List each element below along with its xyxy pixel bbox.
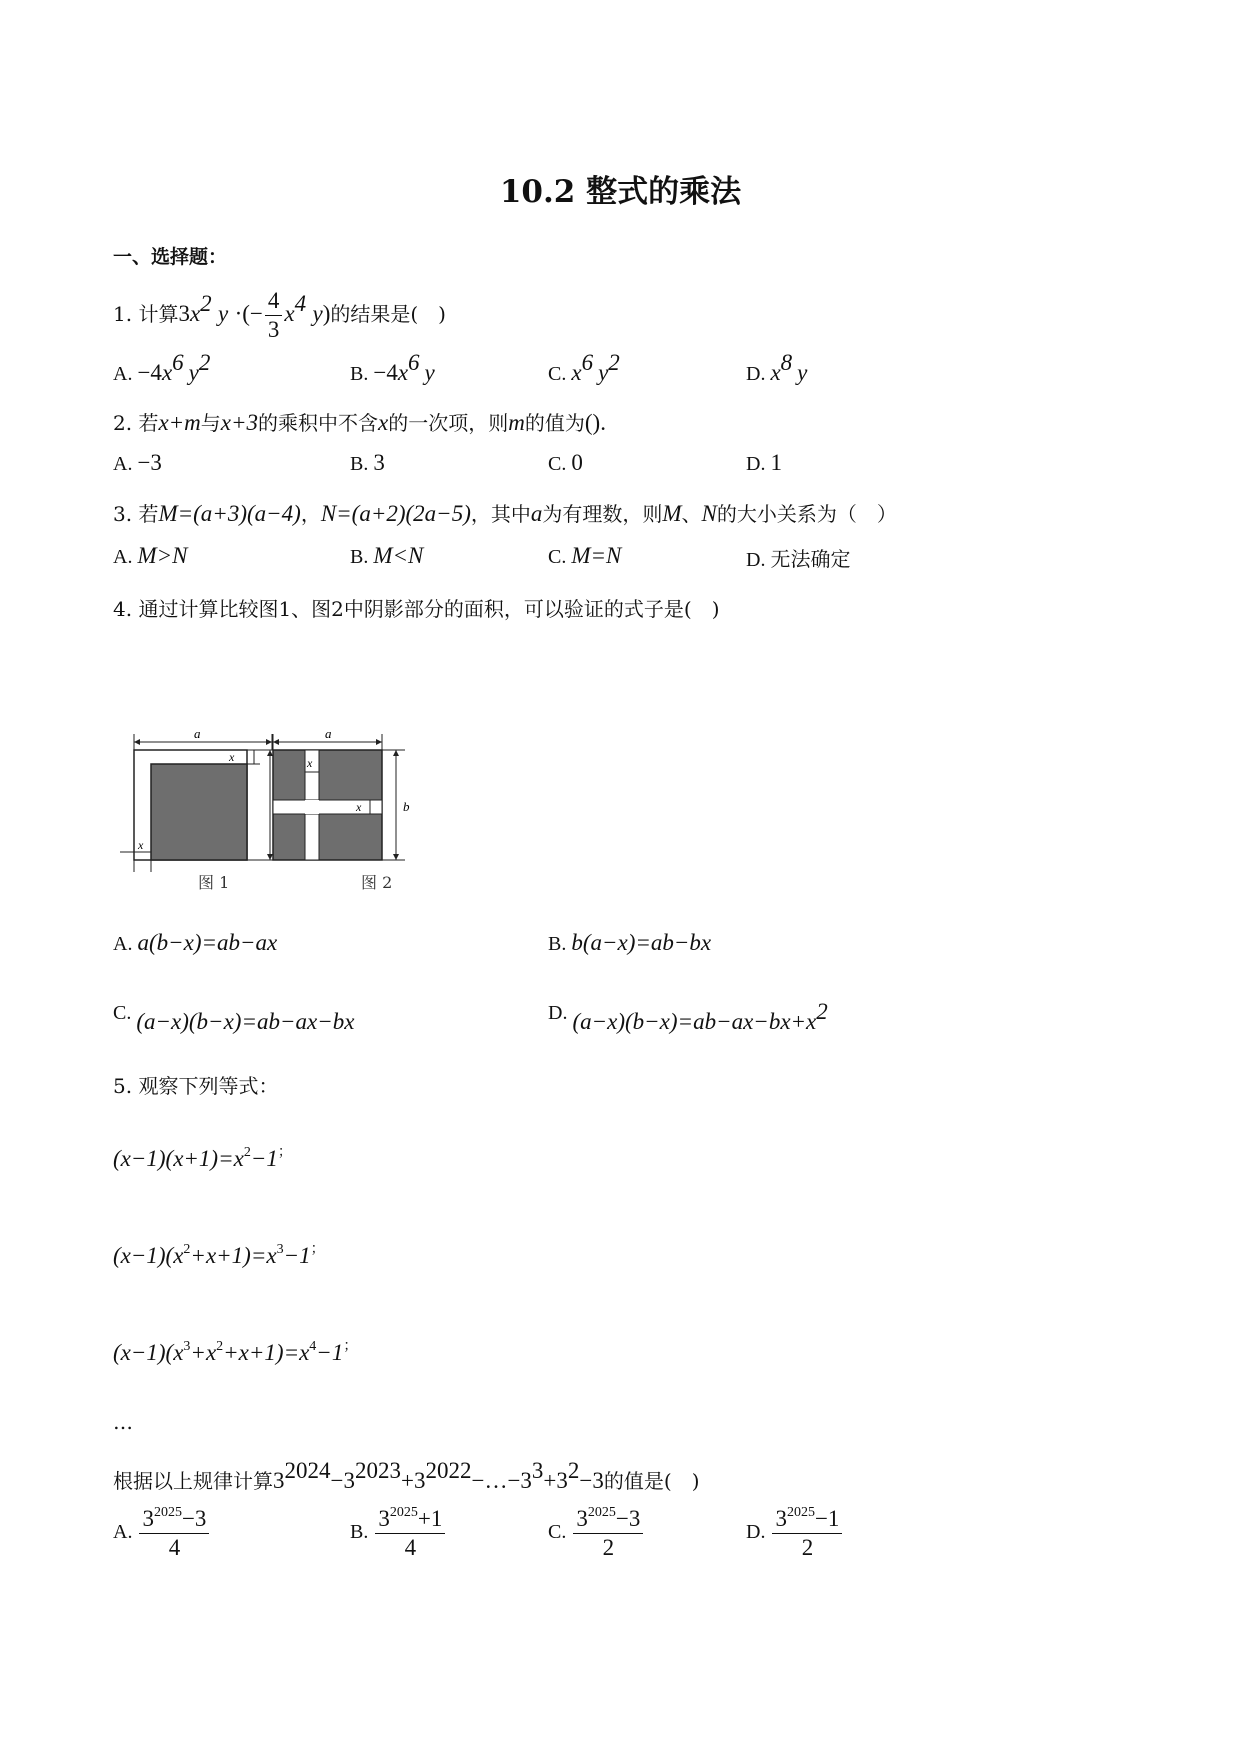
figure-2-caption: 图 2 <box>361 873 393 892</box>
q2-option-c[interactable] <box>548 450 583 476</box>
option-label: D. <box>746 453 766 475</box>
q5-option-d[interactable] <box>746 1506 844 1561</box>
q2-option-d[interactable] <box>746 450 782 476</box>
q4-option-d[interactable] <box>548 999 828 1035</box>
q2-expr-3: x <box>378 410 389 435</box>
eq2-left-1: (x−1)(x <box>113 1243 184 1268</box>
option-label: D. <box>746 1521 766 1544</box>
question-5 <box>113 1070 278 1099</box>
question-4 <box>113 593 720 622</box>
frac-den: 4 <box>404 1535 417 1560</box>
fig2-label-x-vert: x <box>307 756 313 770</box>
q5-text: 观察下列等式： <box>138 1074 279 1098</box>
ask-pre: 根据以上规律计算 <box>113 1469 273 1493</box>
q3-var-n: N <box>701 501 717 526</box>
eq3-left-2: +x <box>190 1340 217 1365</box>
q2-number: 2. <box>113 411 133 435</box>
eq3-left-3: +x+1)=x <box>223 1340 310 1365</box>
q1-var-x2: x <box>284 301 295 326</box>
fig2-label-b: b <box>403 799 410 814</box>
option-value: M<N <box>373 543 424 568</box>
option-value: −3 <box>137 450 162 475</box>
option-value: (a−x)(b−x)=ab−ax−bx+x <box>572 1009 817 1034</box>
option-label: D. <box>548 1002 568 1024</box>
q1-fraction <box>265 288 283 343</box>
frac-den: 2 <box>801 1535 814 1560</box>
option-label: A. <box>113 933 133 955</box>
frac-top <box>772 1506 842 1534</box>
ask-exp-1: 2024 <box>284 1458 331 1483</box>
option-label: C. <box>548 546 567 568</box>
option-exp: 6 <box>172 350 184 375</box>
eq2-right: −1 <box>283 1243 311 1268</box>
q1-var-y1: y <box>218 301 229 326</box>
option-var-x: x <box>571 360 582 385</box>
option-var-y: y <box>598 360 609 385</box>
option-value: M>N <box>137 543 188 568</box>
q1-exp2: 4 <box>294 291 307 316</box>
frac-base: 3 <box>775 1506 787 1531</box>
option-var-y: y <box>424 360 435 385</box>
eq2-end: ； <box>310 1242 325 1257</box>
ask-term-2: −3 <box>330 1468 355 1493</box>
q2-text-5: 的值为 <box>524 411 585 435</box>
q3-text-6: 的大小关系为（ ） <box>716 502 897 526</box>
frac-top <box>573 1506 643 1534</box>
frac-base: 3 <box>142 1506 154 1531</box>
frac-den: 4 <box>168 1535 181 1560</box>
option-value: 无法确定 <box>770 547 851 571</box>
q1-number: 1. <box>113 302 133 326</box>
option-label: B. <box>350 546 369 568</box>
ask-exp-3: 2022 <box>425 1458 472 1483</box>
frac-top <box>139 1506 209 1534</box>
option-value: a(b−x)=ab−ax <box>137 930 278 955</box>
ask-post: 的值是( ) <box>603 1469 700 1493</box>
option-value: 3 <box>373 450 385 475</box>
option-value: b(a−x)=ab−bx <box>571 930 712 955</box>
ask-term-5: +3 <box>543 1468 568 1493</box>
q1-exp1: 2 <box>200 291 212 316</box>
fig2-label-a: a <box>325 726 332 741</box>
option-fraction <box>573 1506 643 1561</box>
option-label: A. <box>113 546 133 568</box>
q1-dot: ·(− <box>234 301 263 326</box>
q1-option-c[interactable] <box>548 350 620 386</box>
question-1 <box>113 288 446 343</box>
eq2-left-2: +x+1)=x <box>190 1243 277 1268</box>
eq1-end: ； <box>277 1145 292 1160</box>
fig1-label-a: a <box>194 726 201 741</box>
figure-1 <box>120 726 284 872</box>
q2-option-a[interactable] <box>113 450 162 476</box>
q1-close: ) <box>322 301 331 326</box>
frac-top <box>375 1506 445 1534</box>
q3-text-3: ，其中 <box>470 502 531 526</box>
option-fraction <box>375 1506 445 1561</box>
option-exp: 2 <box>608 350 620 375</box>
ask-exp-2: 2023 <box>354 1458 401 1483</box>
option-var-x: x <box>397 360 409 385</box>
q2-text-3: 的乘积中不含 <box>258 411 379 435</box>
option-label: A. <box>113 453 133 475</box>
q3-expr-m: M=(a+3)(a−4) <box>158 501 301 526</box>
option-label: C. <box>113 1002 132 1024</box>
q2-expr-4: m <box>508 410 525 435</box>
frac-exp: 2025 <box>587 1505 616 1520</box>
figure-2 <box>273 726 410 860</box>
fig2-label-x-horiz: x <box>356 800 362 814</box>
frac-base: 3 <box>576 1506 588 1531</box>
option-fraction <box>772 1506 842 1561</box>
q3-text-4: 为有理数，则 <box>542 502 663 526</box>
q1-var-y2: y <box>312 301 323 326</box>
option-label: C. <box>548 453 567 475</box>
option-fraction <box>139 1506 209 1561</box>
option-label: A. <box>113 363 133 385</box>
q1-prefix: 计算 <box>138 302 179 326</box>
option-exp: 2 <box>816 999 828 1024</box>
frac-tail: +1 <box>417 1506 443 1531</box>
eq3-exp-1: 3 <box>183 1339 191 1354</box>
section-heading: 一、选择题： <box>113 246 228 268</box>
option-coef: −4 <box>137 360 162 385</box>
option-var-y: y <box>188 360 199 385</box>
frac-exp: 2025 <box>389 1505 418 1520</box>
q4-option-b[interactable] <box>548 930 711 956</box>
q3-number: 3. <box>113 502 133 526</box>
option-label: B. <box>350 453 369 475</box>
eq3-end: ； <box>343 1339 358 1354</box>
frac-exp: 2025 <box>153 1505 182 1520</box>
q5-ellipsis: … <box>113 1410 133 1434</box>
q3-option-b[interactable] <box>350 543 423 569</box>
frac-exp: 2025 <box>786 1505 815 1520</box>
q2-option-b[interactable] <box>350 450 385 476</box>
option-value: M=N <box>571 543 622 568</box>
figure-1-caption: 图 1 <box>198 873 230 892</box>
option-exp: 6 <box>408 350 420 375</box>
q2-text-6: (). <box>584 410 606 435</box>
ask-term-3: +3 <box>400 1468 426 1493</box>
option-exp: 8 <box>780 350 793 375</box>
q2-expr-2: x+3 <box>220 410 259 435</box>
q1-option-d[interactable] <box>746 350 808 386</box>
q2-expr-1: x+m <box>158 410 201 435</box>
ask-exp-4: 3 <box>531 1458 544 1483</box>
frac-tail: −3 <box>615 1506 641 1531</box>
option-label: B. <box>350 1521 369 1544</box>
q5-option-a[interactable] <box>113 1506 211 1561</box>
option-exp: 2 <box>198 350 211 375</box>
frac-tail: −1 <box>814 1506 840 1531</box>
question-2 <box>113 407 606 436</box>
frac-den: 2 <box>602 1535 615 1560</box>
option-label: D. <box>746 549 766 571</box>
q1-option-a[interactable] <box>113 350 211 386</box>
option-var-y: y <box>797 360 808 385</box>
q3-option-a[interactable] <box>113 543 187 569</box>
q3-text-2: ， <box>300 502 321 526</box>
q4-option-a[interactable] <box>113 930 277 956</box>
q2-text-2: 与 <box>200 411 221 435</box>
option-label: C. <box>548 1521 567 1544</box>
eq2-exp-2: 3 <box>276 1242 284 1257</box>
q1-frac-num: 4 <box>265 288 283 316</box>
option-coef: −4 <box>373 360 398 385</box>
frac-tail: −3 <box>181 1506 207 1531</box>
q1-suffix: 的结果是( ) <box>330 302 446 326</box>
option-var-x: x <box>161 360 173 385</box>
option-value: 1 <box>770 450 782 475</box>
q3-text-5: 、 <box>681 502 702 526</box>
q4-number: 4. <box>113 597 133 621</box>
q2-text-4: 的一次项，则 <box>388 411 509 435</box>
q5-option-b[interactable] <box>350 1506 447 1561</box>
q1-var-x1: x <box>189 301 201 326</box>
q5-equation-1 <box>113 1146 292 1172</box>
eq1-exp: 2 <box>243 1145 251 1160</box>
option-value: (a−x)(b−x)=ab−ax−bx <box>136 1009 355 1034</box>
q5-equation-3 <box>113 1340 357 1366</box>
frac-base: 3 <box>378 1506 390 1531</box>
fig1-label-x-top: x <box>229 750 235 764</box>
ask-term-1: 3 <box>273 1468 285 1493</box>
eq3-exp-2: 2 <box>216 1339 224 1354</box>
q3-option-d[interactable] <box>746 543 850 572</box>
q1-frac-den: 3 <box>267 317 280 342</box>
q5-ask <box>113 1458 700 1494</box>
q3-var-a: a <box>530 501 543 526</box>
option-value: 0 <box>571 450 583 475</box>
question-3 <box>113 498 897 527</box>
eq3-exp-3: 4 <box>309 1339 317 1354</box>
option-exp: 6 <box>581 350 594 375</box>
q4-option-c[interactable] <box>113 1002 354 1035</box>
q2-text-1: 若 <box>138 411 159 435</box>
q1-option-b[interactable] <box>350 350 435 386</box>
page-title: 10.2 整式的乘法 <box>499 174 742 210</box>
option-label: C. <box>548 363 567 385</box>
eq2-exp-1: 2 <box>183 1242 191 1257</box>
q3-text-1: 若 <box>138 502 159 526</box>
fig1-label-x-left: x <box>138 838 144 852</box>
ask-exp-5: 2 <box>567 1458 580 1483</box>
q3-var-m: M <box>662 501 682 526</box>
ask-term-6: −3 <box>579 1468 604 1493</box>
eq1-left: (x−1)(x+1)=x <box>113 1146 244 1171</box>
option-label: B. <box>350 363 369 385</box>
eq1-right: −1 <box>250 1146 278 1171</box>
eq3-right: −1 <box>316 1340 344 1365</box>
area-figure <box>120 722 460 902</box>
eq3-left-1: (x−1)(x <box>113 1340 184 1365</box>
ask-term-4: −…−3 <box>471 1468 532 1493</box>
q3-option-c[interactable] <box>548 543 621 569</box>
q5-number: 5. <box>113 1074 133 1098</box>
option-var-x: x <box>770 360 781 385</box>
q5-equation-2 <box>113 1243 325 1269</box>
q3-expr-n: N=(a+2)(2a−5) <box>320 501 471 526</box>
option-label: D. <box>746 363 766 385</box>
option-label: B. <box>548 933 567 955</box>
q5-option-c[interactable] <box>548 1506 645 1561</box>
option-label: A. <box>113 1521 133 1544</box>
q4-text: 通过计算比较图1、图2中阴影部分的面积，可以验证的式子是( ) <box>138 597 720 621</box>
q1-coef1: 3 <box>178 301 190 326</box>
